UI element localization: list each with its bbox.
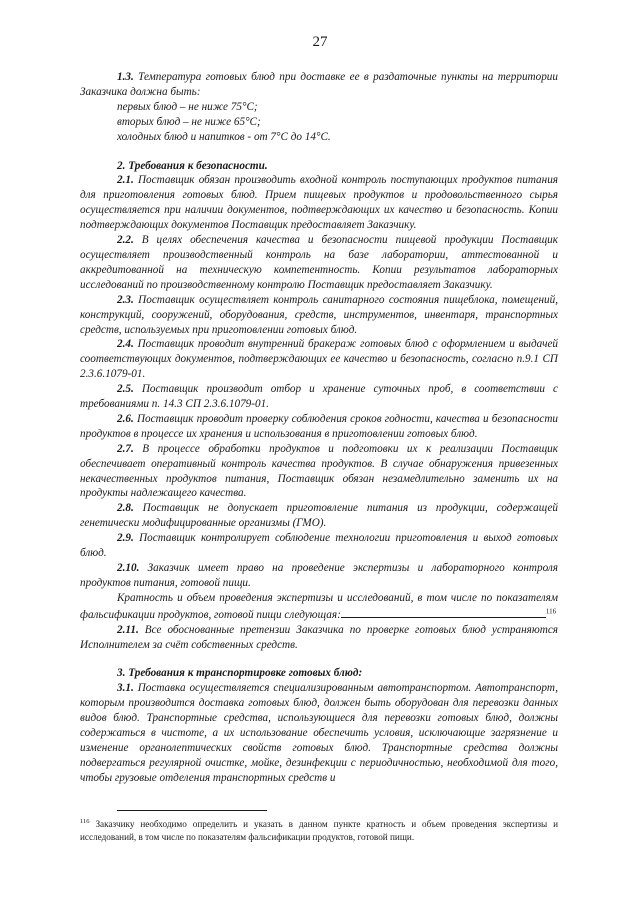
list-item: первых блюд – не ниже 75°С; — [117, 100, 258, 113]
clause-number: 3.1. — [117, 682, 134, 695]
clause-number: 2.7. — [117, 442, 134, 455]
clause-text: Температура готовых блюд при доставке ее в раздаточные пункты на территории Заказчика должна быть: — [80, 71, 558, 98]
clause-text: Заказчик имеет право на проведение экспертизы и лабораторного контроля продуктов питания, готовой пищи. — [80, 562, 558, 589]
list-item: вторых блюд – не ниже 65°С; — [117, 115, 261, 128]
clause-paragraph — [80, 173, 558, 233]
clause-text: Поставщик не допускает приготовление питания из продукции, содержащей генетически модифицированные организмы (ГМО). — [80, 502, 558, 530]
clause-text: Поставщик осуществляет контроль санитарного состояния пищеблока, помещений, конструкций, сооружений, оборудования, средств, инструментов, инвентаря, транспортных средств, используемых при приготовлении готовых блюд. — [80, 293, 558, 336]
clause-number: 2.4. — [117, 338, 134, 351]
list-item: холодных блюд и напитков - от 7°С до 14°С. — [117, 130, 331, 143]
footnote-reference: 116 — [545, 606, 557, 615]
clause-number: 1.3. — [117, 71, 134, 83]
footnote-mark: 116 — [80, 817, 90, 825]
clause-paragraph — [80, 337, 558, 382]
footnote-text: Заказчику необходимо определить и указать в данном пункте кратность и объем проведения экспертизы и исследований, в том числе по показателям фальсификации продуктов, готовой пищи. — [80, 819, 558, 842]
clause-number: 2.8. — [117, 502, 134, 515]
clause-text: Поставщик проводит внутренний бракераж готовых блюд с оформлением и выдачей соответствующих документов, подтверждающих ее качество и безопасность, согласно п.9.1 СП 2.3.6.1079-01. — [80, 338, 558, 381]
clause-paragraph — [80, 442, 558, 502]
fill-in-paragraph — [80, 591, 558, 623]
section-heading: 3. Требования к транспортировке готовых блюд: — [117, 667, 363, 680]
clause-paragraph — [80, 561, 558, 591]
clause-number: 2.2. — [117, 234, 134, 247]
blank-field — [341, 606, 546, 618]
clause-number: 2.9. — [117, 532, 134, 545]
clause-number: 2.11. — [117, 623, 139, 636]
clause-text: В процессе обработки продуктов и подготовки их к реализации Поставщик обеспечивает оперативный контроль качества продуктов. В случае обнаружения привезенных некачественных продуктов питания, Поставщик обязан незамедлительно заменить их на продукты надлежащего качества. — [80, 442, 558, 500]
clause-paragraph — [80, 233, 558, 293]
footnote — [80, 818, 558, 843]
clause-number: 2.1. — [117, 174, 134, 187]
clause-number: 2.3. — [117, 293, 134, 306]
clause-paragraph — [80, 623, 558, 653]
clause-text: Поставщик производит отбор и хранение суточных проб, в соответствии с требованиями п. 14.3 СП 2.3.6.1079-01. — [80, 383, 559, 411]
clause-paragraph — [80, 412, 558, 442]
clause-text: Все обоснованные претензии Заказчика по проверке готовых блюд устраняются Исполнителем за счёт собственных средств. — [80, 623, 558, 651]
paragraph-text: Кратность и объем проведения экспертизы и исследований, в том числе по показателям фальсификации продуктов, готовой пищи следующая: — [80, 591, 558, 621]
page-number: 27 — [312, 34, 328, 50]
clause-number: 2.6. — [117, 412, 134, 425]
clause-text: Поставка осуществляется специализированным автотранспортом. Автотранспорт, которым производится доставка готовых блюд, должен быть оборудован для перевозки данных видов блюд. Транспортные средства, использующиеся для перевозки готовых блюд, должны содержаться в чистоте, а их использование обеспечить условия, исключающие загрязнение и изменение органолептических свойств готовых блюд. Транспортные средства должны подвергаться регулярной очистке, мойке, дезинфекции с периодичностью, необходимой для того, чтобы грузовые отделения транспортных средств и — [80, 682, 559, 784]
clause-paragraph — [80, 293, 558, 338]
clause-paragraph — [80, 531, 558, 561]
clause-paragraph — [80, 382, 558, 412]
clause-text: В целях обеспечения качества и безопасности пищевой продукции Поставщик осуществляет производственный контроль на базе лаборатории, аттестованной и аккредитованной на техническую компетентность. Копии результатов лабораторных исследований по производственному контролю Поставщик предоставляет Заказчику. — [80, 234, 559, 291]
clause-text: Поставщик проводит проверку соблюдения сроков годности, качества и безопасности продуктов в процессе их хранения и использования в приготовлении готовых блюд. — [80, 412, 558, 440]
clause-text: Поставщик контролирует соблюдение технологии приготовления и выход готовых блюд. — [80, 532, 559, 560]
document-body — [80, 70, 558, 786]
clause-paragraph — [80, 681, 558, 785]
clause-paragraph — [80, 70, 558, 100]
section-heading: 2. Требования к безопасности. — [117, 159, 268, 172]
clause-number: 2.10. — [117, 562, 140, 574]
clause-number: 2.5. — [117, 383, 134, 396]
clause-paragraph — [80, 501, 558, 531]
footnote-separator — [117, 810, 267, 811]
clause-text: Поставщик обязан производить входной контроль поступающих продуктов питания для приготовления готовых блюд. Прием пищевых продуктов и продовольственного сырья осуществляется при наличии документов, подтверждающих их качество и безопасность. Копии подтверждающих документов Поставщик предоставляет Заказчику. — [80, 174, 558, 232]
